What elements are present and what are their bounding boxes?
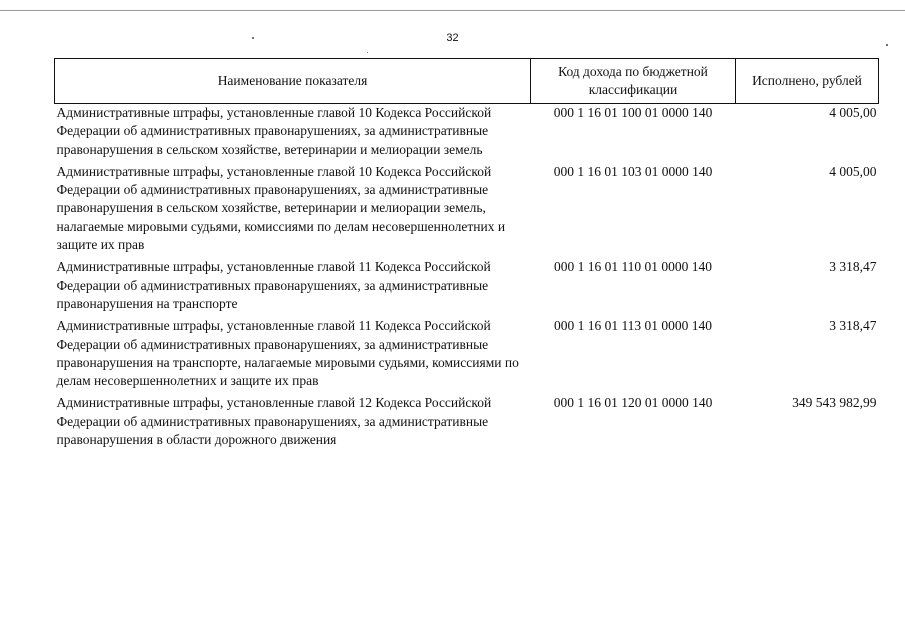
header-code: Код дохода по бюджетной классификации [531, 59, 736, 104]
row-code: 000 1 16 01 110 01 0000 140 [553, 259, 713, 275]
row-name: Административные штрафы, установленные главой 10 Кодекса Российской Федерации об административных правонарушениях, за административные правонарушения в сельском хозяйстве, ветеринарии и мелиорации земель, налагаемые мировыми судьями, комиссиями по делам несовершеннолетних и защите их прав [56, 163, 506, 253]
page-number: 32 [446, 32, 459, 44]
row-code: 000 1 16 01 103 01 0000 140 [553, 163, 713, 179]
table-body [55, 104, 879, 454]
table-row [55, 104, 879, 163]
row-name: Административные штрафы, установленные главой 11 Кодекса Российской Федерации об административных правонарушениях, за административные правонарушения на транспорте [56, 259, 491, 311]
row-code: 000 1 16 01 100 01 0000 140 [553, 105, 713, 120]
row-name: Административные штрафы, установленные главой 12 Кодекса Российской Федерации об административных правонарушениях, за административные правонарушения в области дорожного движения [56, 395, 492, 448]
row-sum: 4 005,00 [829, 163, 877, 179]
table-row [55, 317, 879, 394]
row-sum: 349 543 982,99 [792, 395, 877, 411]
row-sum: 4 005,00 [829, 105, 877, 120]
header-name: Наименование показателя [55, 59, 531, 104]
row-sum: 3 318,47 [829, 259, 877, 275]
table-row [55, 163, 879, 258]
table-row [55, 394, 879, 453]
scan-speck [886, 44, 888, 46]
scan-speck [252, 37, 254, 39]
header-row [55, 59, 879, 104]
row-code: 000 1 16 01 120 01 0000 140 [553, 395, 713, 411]
table-row [55, 258, 879, 317]
header-sum: Исполнено, рублей [736, 59, 879, 104]
top-edge-line [0, 10, 905, 11]
revenue-table [54, 58, 879, 453]
table-header [55, 59, 879, 104]
row-code: 000 1 16 01 113 01 0000 140 [553, 318, 713, 334]
row-name: Административные штрафы, установленные главой 11 Кодекса Российской Федерации об административных правонарушениях, за административные правонарушения на транспорте, налагаемые мировыми судьями, комиссиями по делам несовершеннолетних и защите их прав [56, 318, 519, 389]
row-sum: 3 318,47 [829, 318, 877, 334]
scan-speck [367, 52, 368, 53]
row-name: Административные штрафы, установленные главой 10 Кодекса Российской Федерации об административных правонарушениях, за административные правонарушения в сельском хозяйстве, ветеринарии и мелиорации земель [56, 105, 492, 157]
